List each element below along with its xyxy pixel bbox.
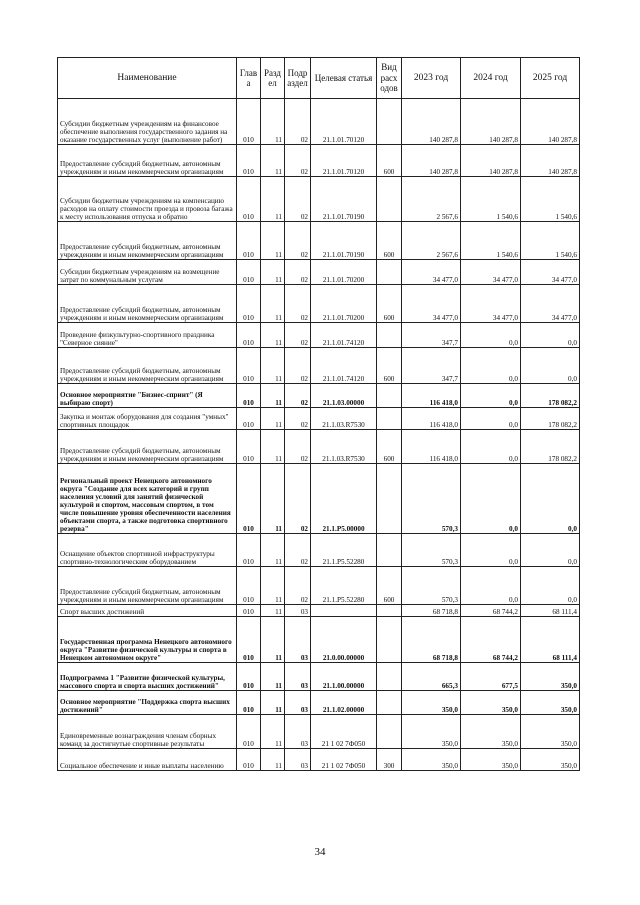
cell-razdel: 11	[261, 323, 285, 348]
cell-name: Предоставление субсидий бюджетным, автономным учреждениям и иным некоммерческим организациям	[58, 567, 237, 605]
cell-podrazdel: 03	[285, 715, 311, 749]
header-2024: 2024 год	[461, 58, 521, 99]
cell-razdel: 11	[261, 663, 285, 691]
cell-2025: 1 540,6	[521, 222, 580, 260]
cell-vid: 300	[377, 749, 402, 771]
cell-vid	[377, 177, 402, 222]
cell-vid: 600	[377, 285, 402, 323]
cell-name: Проведение физкультурно-спортивного праздника "Северное сияние"	[58, 323, 237, 348]
table-row	[58, 691, 580, 715]
cell-vid	[377, 99, 402, 145]
budget-sheet	[57, 57, 579, 771]
table-row	[58, 408, 580, 430]
cell-razdel: 11	[261, 177, 285, 222]
table-body	[58, 99, 580, 771]
cell-glava: 010	[237, 663, 261, 691]
header-row	[58, 58, 580, 99]
cell-razdel: 11	[261, 691, 285, 715]
cell-vid	[377, 260, 402, 285]
table-row	[58, 715, 580, 749]
cell-2024: 68 744,2	[461, 617, 521, 663]
table-row	[58, 145, 580, 177]
table-row	[58, 285, 580, 323]
cell-2024: 0,0	[461, 323, 521, 348]
cell-2023: 68 718,8	[402, 617, 461, 663]
header-podrazdel: Подр аздел	[285, 58, 311, 99]
table-row	[58, 222, 580, 260]
cell-glava: 010	[237, 464, 261, 534]
cell-2025: 68 111,4	[521, 617, 580, 663]
cell-2023: 116 418,0	[402, 430, 461, 464]
cell-2025: 0,0	[521, 348, 580, 384]
cell-name: Спорт высших достижений	[58, 605, 237, 617]
cell-2024: 0,0	[461, 408, 521, 430]
cell-target: 21.1.01.70200	[311, 260, 377, 285]
cell-2024: 0,0	[461, 567, 521, 605]
cell-2025: 140 287,8	[521, 145, 580, 177]
cell-2025: 0,0	[521, 534, 580, 567]
cell-target: 21.1.01.70120	[311, 145, 377, 177]
header-name: Наименование	[58, 58, 237, 99]
cell-name: Основное мероприятие "Бизнес-спринт" (Я выбираю спорт)	[58, 384, 237, 408]
cell-name: Субсидии бюджетным учреждениям на возмещение затрат по коммунальным услугам	[58, 260, 237, 285]
cell-2025: 140 287,8	[521, 99, 580, 145]
cell-target: 21 1 02 7Ф050	[311, 749, 377, 771]
cell-glava: 010	[237, 749, 261, 771]
cell-target: 21.1.01.70200	[311, 285, 377, 323]
cell-2024: 677,5	[461, 663, 521, 691]
header-glava: Глав а	[237, 58, 261, 99]
cell-razdel: 11	[261, 285, 285, 323]
cell-podrazdel: 02	[285, 285, 311, 323]
cell-2023: 570,3	[402, 464, 461, 534]
cell-2025: 178 082,2	[521, 408, 580, 430]
cell-podrazdel: 02	[285, 177, 311, 222]
cell-2025: 350,0	[521, 663, 580, 691]
cell-podrazdel: 03	[285, 691, 311, 715]
cell-2024: 68 744,2	[461, 605, 521, 617]
table-row	[58, 534, 580, 567]
cell-vid	[377, 384, 402, 408]
cell-razdel: 11	[261, 567, 285, 605]
cell-podrazdel: 02	[285, 222, 311, 260]
cell-podrazdel: 03	[285, 617, 311, 663]
table-row	[58, 464, 580, 534]
table-row	[58, 749, 580, 771]
cell-podrazdel: 02	[285, 323, 311, 348]
cell-2024: 0,0	[461, 430, 521, 464]
cell-2023: 2 567,6	[402, 177, 461, 222]
cell-2025: 178 082,2	[521, 384, 580, 408]
cell-name: Государственная программа Ненецкого автономного округа "Развитие физической культуры и спорта в Ненецком автономном округе"	[58, 617, 237, 663]
cell-2023: 116 418,0	[402, 408, 461, 430]
table-row	[58, 384, 580, 408]
cell-razdel: 11	[261, 408, 285, 430]
cell-name: Предоставление субсидий бюджетным, автономным учреждениям и иным некоммерческим организациям	[58, 348, 237, 384]
cell-target: 21.1.P5.52280	[311, 534, 377, 567]
table-header	[58, 58, 580, 99]
cell-razdel: 11	[261, 430, 285, 464]
cell-name: Региональный проект Ненецкого автономного округа "Создание для всех категорий и групп населения условий для занятий физической культурой и спортом, массовым спортом, в том числе повышение уровня обеспеченности населения объектами спорта, а также подготовка спортивного резерва"	[58, 464, 237, 534]
cell-2023: 570,3	[402, 567, 461, 605]
header-2025: 2025 год	[521, 58, 580, 99]
cell-glava: 010	[237, 99, 261, 145]
cell-vid: 600	[377, 348, 402, 384]
cell-target	[311, 605, 377, 617]
cell-razdel: 11	[261, 464, 285, 534]
cell-2023: 347,7	[402, 348, 461, 384]
cell-podrazdel: 03	[285, 663, 311, 691]
header-2023: 2023 год	[402, 58, 461, 99]
cell-razdel: 11	[261, 348, 285, 384]
cell-2025: 0,0	[521, 464, 580, 534]
cell-2024: 0,0	[461, 348, 521, 384]
cell-2024: 34 477,0	[461, 285, 521, 323]
cell-podrazdel: 03	[285, 749, 311, 771]
cell-glava: 010	[237, 691, 261, 715]
cell-glava: 010	[237, 323, 261, 348]
cell-vid	[377, 464, 402, 534]
cell-2023: 116 418,0	[402, 384, 461, 408]
cell-glava: 010	[237, 260, 261, 285]
cell-glava: 010	[237, 617, 261, 663]
cell-podrazdel: 02	[285, 348, 311, 384]
cell-podrazdel: 02	[285, 534, 311, 567]
cell-2025: 0,0	[521, 567, 580, 605]
cell-2023: 68 718,8	[402, 605, 461, 617]
cell-target: 21.1.01.70190	[311, 177, 377, 222]
cell-vid	[377, 691, 402, 715]
cell-vid	[377, 663, 402, 691]
cell-target: 21.1.03.00000	[311, 384, 377, 408]
cell-target: 21 1 02 7Ф050	[311, 715, 377, 749]
cell-2023: 665,3	[402, 663, 461, 691]
cell-vid: 600	[377, 145, 402, 177]
cell-razdel: 11	[261, 605, 285, 617]
cell-glava: 010	[237, 408, 261, 430]
cell-target: 21.1.03.R7530	[311, 408, 377, 430]
cell-2025: 1 540,6	[521, 177, 580, 222]
cell-vid	[377, 323, 402, 348]
cell-2025: 350,0	[521, 715, 580, 749]
table-row	[58, 348, 580, 384]
table-row	[58, 567, 580, 605]
cell-glava: 010	[237, 384, 261, 408]
cell-target: 21.1.P5.52280	[311, 567, 377, 605]
cell-2025: 0,0	[521, 323, 580, 348]
cell-2024: 0,0	[461, 534, 521, 567]
cell-podrazdel: 02	[285, 567, 311, 605]
cell-name: Подпрограмма 1 "Развитие физической культуры, массового спорта и спорта высших достижений"	[58, 663, 237, 691]
cell-razdel: 11	[261, 222, 285, 260]
cell-target: 21.1.00.00000	[311, 663, 377, 691]
cell-vid: 600	[377, 567, 402, 605]
cell-2023: 34 477,0	[402, 285, 461, 323]
cell-2023: 2 567,6	[402, 222, 461, 260]
cell-razdel: 11	[261, 617, 285, 663]
cell-glava: 010	[237, 534, 261, 567]
cell-2024: 140 287,8	[461, 145, 521, 177]
cell-razdel: 11	[261, 99, 285, 145]
page-number: 34	[314, 846, 326, 858]
cell-podrazdel: 02	[285, 384, 311, 408]
cell-2023: 347,7	[402, 323, 461, 348]
table-row	[58, 260, 580, 285]
cell-vid	[377, 605, 402, 617]
table-row	[58, 323, 580, 348]
cell-razdel: 11	[261, 260, 285, 285]
cell-2024: 34 477,0	[461, 260, 521, 285]
cell-vid: 600	[377, 430, 402, 464]
cell-glava: 010	[237, 348, 261, 384]
cell-razdel: 11	[261, 534, 285, 567]
cell-2024: 1 540,6	[461, 177, 521, 222]
cell-2024: 1 540,6	[461, 222, 521, 260]
cell-glava: 010	[237, 222, 261, 260]
cell-2025: 350,0	[521, 749, 580, 771]
cell-name: Единовременные вознаграждения членам сборных команд за достигнутые спортивные результаты	[58, 715, 237, 749]
cell-target: 21.1.P5.00000	[311, 464, 377, 534]
cell-vid	[377, 715, 402, 749]
cell-2023: 140 287,8	[402, 145, 461, 177]
cell-vid	[377, 534, 402, 567]
cell-name: Предоставление субсидий бюджетным, автономным учреждениям и иным некоммерческим организациям	[58, 145, 237, 177]
cell-target: 21.0.00.00000	[311, 617, 377, 663]
cell-2024: 350,0	[461, 691, 521, 715]
cell-razdel: 11	[261, 145, 285, 177]
cell-podrazdel: 02	[285, 145, 311, 177]
cell-name: Предоставление субсидий бюджетным, автономным учреждениям и иным некоммерческим организациям	[58, 285, 237, 323]
cell-2024: 140 287,8	[461, 99, 521, 145]
cell-vid	[377, 617, 402, 663]
cell-name: Социальное обеспечение и иные выплаты населению	[58, 749, 237, 771]
cell-2023: 350,0	[402, 691, 461, 715]
cell-vid: 600	[377, 222, 402, 260]
cell-podrazdel: 02	[285, 260, 311, 285]
table-row	[58, 430, 580, 464]
cell-2024: 0,0	[461, 384, 521, 408]
cell-2024: 350,0	[461, 715, 521, 749]
table-row	[58, 605, 580, 617]
cell-2023: 570,3	[402, 534, 461, 567]
budget-table	[57, 57, 580, 771]
cell-razdel: 11	[261, 749, 285, 771]
cell-2025: 178 082,2	[521, 430, 580, 464]
table-row	[58, 617, 580, 663]
cell-2023: 350,0	[402, 749, 461, 771]
cell-target: 21.1.03.R7530	[311, 430, 377, 464]
cell-name: Предоставление субсидий бюджетным, автономным учреждениям и иным некоммерческим организациям	[58, 222, 237, 260]
cell-razdel: 11	[261, 715, 285, 749]
cell-glava: 010	[237, 285, 261, 323]
header-vid: Вид расх одов	[377, 58, 402, 99]
cell-name: Оснащение объектов спортивной инфраструктуры спортивно-технологическим оборудованием	[58, 534, 237, 567]
cell-name: Закупка и монтаж оборудования для создания "умных" спортивных площадок	[58, 408, 237, 430]
cell-glava: 010	[237, 177, 261, 222]
cell-podrazdel: 02	[285, 408, 311, 430]
cell-glava: 010	[237, 605, 261, 617]
cell-name: Основное мероприятие "Поддержка спорта высших достижений"	[58, 691, 237, 715]
cell-name: Субсидии бюджетным учреждениям на финансовое обеспечение выполнения государственного задания на оказание государственных услуг (выполнение работ)	[58, 99, 237, 145]
cell-2025: 34 477,0	[521, 260, 580, 285]
cell-glava: 010	[237, 715, 261, 749]
cell-name: Предоставление субсидий бюджетным, автономным учреждениям и иным некоммерческим организациям	[58, 430, 237, 464]
cell-podrazdel: 03	[285, 605, 311, 617]
cell-target: 21.1.01.70190	[311, 222, 377, 260]
header-target: Целевая статья	[311, 58, 377, 99]
cell-target: 21.1.01.70120	[311, 99, 377, 145]
cell-glava: 010	[237, 145, 261, 177]
cell-glava: 010	[237, 430, 261, 464]
cell-target: 21.1.01.74120	[311, 348, 377, 384]
cell-2024: 0,0	[461, 464, 521, 534]
cell-2025: 68 111,4	[521, 605, 580, 617]
header-razdel: Разд ел	[261, 58, 285, 99]
cell-target: 21.1.01.74120	[311, 323, 377, 348]
cell-glava: 010	[237, 567, 261, 605]
cell-podrazdel: 02	[285, 430, 311, 464]
cell-name: Субсидии бюджетным учреждениям на компенсацию расходов на оплату стоимости проезда и провоза багажа к месту использования отпуска и обратно	[58, 177, 237, 222]
cell-2025: 350,0	[521, 691, 580, 715]
table-row	[58, 99, 580, 145]
cell-2025: 34 477,0	[521, 285, 580, 323]
cell-podrazdel: 02	[285, 464, 311, 534]
cell-vid	[377, 408, 402, 430]
cell-2024: 350,0	[461, 749, 521, 771]
cell-razdel: 11	[261, 384, 285, 408]
cell-2023: 34 477,0	[402, 260, 461, 285]
cell-2023: 350,0	[402, 715, 461, 749]
cell-podrazdel: 02	[285, 99, 311, 145]
cell-2023: 140 287,8	[402, 99, 461, 145]
table-row	[58, 663, 580, 691]
table-row	[58, 177, 580, 222]
cell-target: 21.1.02.00000	[311, 691, 377, 715]
